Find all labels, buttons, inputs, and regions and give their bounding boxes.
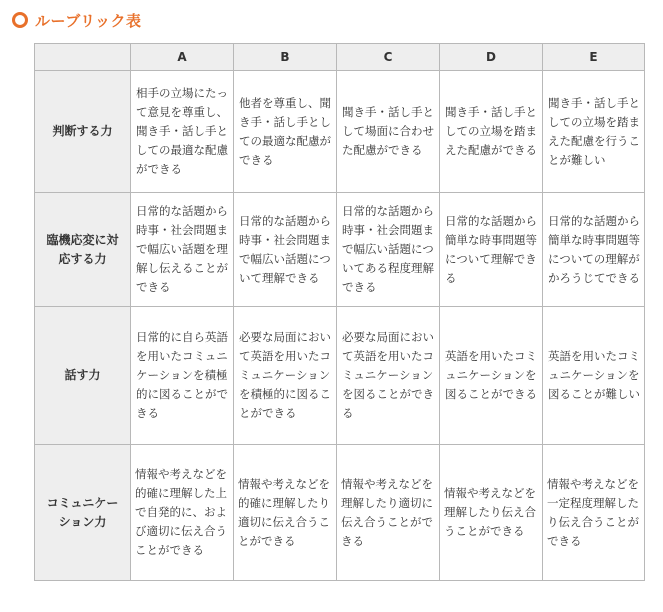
row-header: 判断する力 <box>35 71 131 193</box>
table-cell: 聞き手・話し手として場面に合わせた配慮ができる <box>337 71 440 193</box>
table-cell: 必要な局面において英語を用いたコミュニケーションを積極的に図ることができる <box>234 307 337 445</box>
table-cell: 情報や考えなどを理解したり適切に伝え合うことができる <box>337 445 440 581</box>
table-cell: 日常的な話題から簡単な時事問題等についての理解がかろうじてできる <box>543 193 645 307</box>
circle-outline-icon <box>12 12 28 28</box>
table-row <box>35 445 645 581</box>
table-cell: 情報や考えなどを的確に理解したり適切に伝え合うことができる <box>234 445 337 581</box>
table-cell: 相手の立場にたって意見を尊重し、聞き手・話し手としての最適な配慮ができる <box>131 71 234 193</box>
rubric-table <box>34 43 645 581</box>
table-cell: 英語を用いたコミュニケーションを図ることが難しい <box>543 307 645 445</box>
row-header: 話す力 <box>35 307 131 445</box>
table-cell: 他者を尊重し、聞き手・話し手としての最適な配慮ができる <box>234 71 337 193</box>
table-cell: 英語を用いたコミュニケーションを図ることができる <box>440 307 543 445</box>
table-cell: 日常的な話題から時事・社会問題まで幅広い話題について理解できる <box>234 193 337 307</box>
column-header-b: B <box>234 44 337 71</box>
table-cell: 聞き手・話し手としての立場を踏まえた配慮を行うことが難しい <box>543 71 645 193</box>
page-title: ルーブリック表 <box>35 11 142 30</box>
table-cell: 日常的な話題から時事・社会問題まで幅広い話題についてある程度理解できる <box>337 193 440 307</box>
table-cell: 日常的な話題から簡単な時事問題等について理解できる <box>440 193 543 307</box>
column-header-a: A <box>131 44 234 71</box>
table-row <box>35 307 645 445</box>
column-header-c: C <box>337 44 440 71</box>
row-header: コミュニケーション力 <box>35 445 131 581</box>
table-cell: 聞き手・話し手としての立場を踏まえた配慮ができる <box>440 71 543 193</box>
column-header-e: E <box>543 44 645 71</box>
table-cell: 日常的に自ら英語を用いたコミュニケーションを積極的に図ることができる <box>131 307 234 445</box>
table-row <box>35 193 645 307</box>
table-cell: 日常的な話題から時事・社会問題まで幅広い話題を理解し伝えることができる <box>131 193 234 307</box>
table-cell: 必要な局面において英語を用いたコミュニケーションを図ることができる <box>337 307 440 445</box>
table-row <box>35 71 645 193</box>
page-title-block <box>12 8 142 32</box>
corner-cell <box>35 44 131 71</box>
table-cell: 情報や考えなどを的確に理解した上で自発的に、および適切に伝え合うことができる <box>131 445 234 581</box>
column-header-d: D <box>440 44 543 71</box>
table-cell: 情報や考えなどを理解したり伝え合うことができる <box>440 445 543 581</box>
table-cell: 情報や考えなどを一定程度理解したり伝え合うことができる <box>543 445 645 581</box>
table-header-row <box>35 44 645 71</box>
row-header: 臨機応変に対応する力 <box>35 193 131 307</box>
